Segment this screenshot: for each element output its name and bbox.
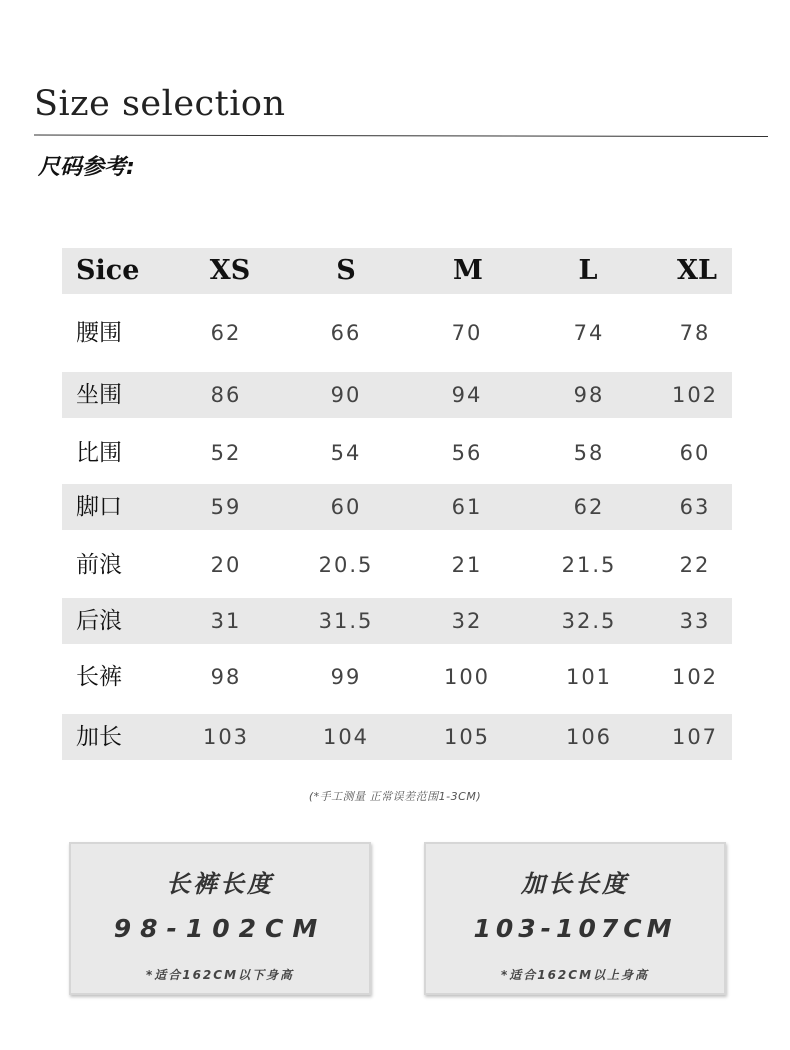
column-header-xs: XS	[209, 255, 251, 286]
table-cell: 22	[679, 553, 711, 577]
row-label: 比围	[76, 440, 122, 466]
table-cell: 21.5	[561, 553, 617, 577]
page-subtitle: 尺码参考:	[38, 155, 135, 180]
table-row	[62, 484, 732, 530]
card-title: 长裤长度	[166, 870, 274, 898]
table-cell: 59	[210, 495, 242, 519]
table-cell: 33	[679, 609, 711, 633]
row-label: 加长	[76, 724, 122, 750]
table-cell: 100	[443, 665, 491, 689]
column-header-s: S	[336, 255, 356, 286]
table-cell: 62	[573, 495, 605, 519]
card-title: 加长长度	[521, 870, 629, 898]
table-cell: 103	[202, 725, 250, 749]
table-row	[62, 310, 732, 356]
title-divider	[34, 132, 768, 138]
table-row	[62, 598, 732, 644]
table-row	[62, 542, 732, 588]
measurement-note: (*手工测量 正常误差范围1-3CM)	[308, 790, 482, 803]
row-label: 脚口	[76, 494, 122, 520]
table-row	[62, 654, 732, 700]
table-cell: 105	[443, 725, 491, 749]
column-header-xl: XL	[677, 255, 717, 286]
table-cell: 98	[210, 665, 242, 689]
table-cell: 98	[573, 383, 605, 407]
row-label: 后浪	[76, 608, 122, 634]
column-header-m: M	[453, 255, 483, 286]
table-cell: 61	[451, 495, 483, 519]
table-cell: 78	[679, 321, 711, 345]
card-range: 103-107CM	[473, 914, 677, 943]
table-header-row	[62, 248, 732, 294]
table-cell: 99	[330, 665, 362, 689]
table-cell: 104	[322, 725, 370, 749]
table-cell: 63	[679, 495, 711, 519]
table-cell: 52	[210, 441, 242, 465]
table-cell: 102	[671, 383, 719, 407]
table-cell: 32.5	[561, 609, 617, 633]
table-cell: 58	[573, 441, 605, 465]
length-card-regular	[69, 842, 371, 995]
page-title: Size selection	[34, 84, 286, 124]
table-cell: 101	[565, 665, 613, 689]
table-cell: 60	[679, 441, 711, 465]
table-cell: 86	[210, 383, 242, 407]
column-header-sice: Sice	[76, 255, 140, 286]
row-label: 腰围	[76, 320, 122, 346]
table-cell: 31	[210, 609, 242, 633]
table-cell: 54	[330, 441, 362, 465]
table-cell: 20	[210, 553, 242, 577]
table-cell: 107	[671, 725, 719, 749]
table-row	[62, 714, 732, 760]
table-cell: 90	[330, 383, 362, 407]
table-cell: 62	[210, 321, 242, 345]
length-card-extended	[424, 842, 726, 995]
row-label: 前浪	[76, 552, 122, 578]
card-note: *适合162CM以上身高	[500, 968, 650, 982]
table-cell: 56	[451, 441, 483, 465]
column-header-l: L	[578, 255, 598, 286]
card-range: 98-102CM	[113, 914, 327, 943]
row-label: 长裤	[76, 664, 122, 690]
table-cell: 66	[330, 321, 362, 345]
table-cell: 70	[451, 321, 483, 345]
table-cell: 20.5	[318, 553, 374, 577]
row-label: 坐围	[76, 382, 122, 408]
table-row	[62, 430, 732, 476]
table-cell: 21	[451, 553, 483, 577]
table-cell: 106	[565, 725, 613, 749]
table-cell: 74	[573, 321, 605, 345]
table-cell: 102	[671, 665, 719, 689]
table-cell: 60	[330, 495, 362, 519]
table-cell: 31.5	[318, 609, 374, 633]
table-row	[62, 372, 732, 418]
table-cell: 32	[451, 609, 483, 633]
card-note: *适合162CM以下身高	[145, 968, 295, 982]
table-cell: 94	[451, 383, 483, 407]
